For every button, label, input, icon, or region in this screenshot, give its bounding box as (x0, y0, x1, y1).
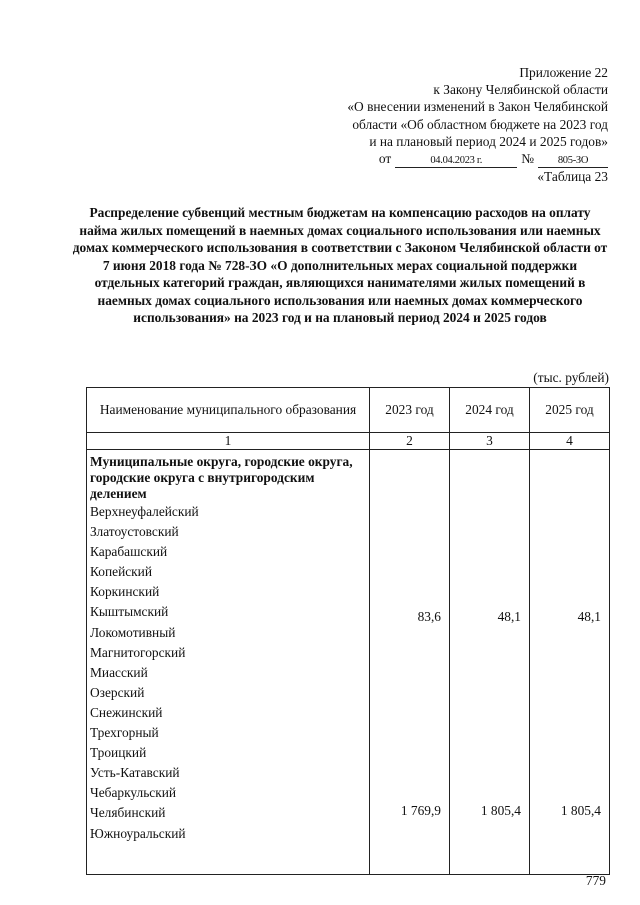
list-item: Озерский (90, 684, 145, 700)
appendix-line: к Закону Челябинской области (433, 82, 608, 98)
list-item: Миасский (90, 664, 148, 680)
header-2024: 2024 год (450, 388, 530, 433)
value-kyshtym-2024: 48,1 (497, 609, 521, 624)
value-chelyabinsk-2024: 1 805,4 (480, 803, 521, 818)
appendix-line: «О внесении изменений в Закон Челябинской (347, 99, 608, 115)
list-item: Златоустовский (90, 524, 179, 540)
subvention-table (86, 387, 610, 875)
table-body-row (87, 450, 610, 875)
law-number: 805-ЗО (538, 155, 608, 168)
municipality-list-cell (87, 450, 370, 875)
table-reference: «Таблица 23 (537, 169, 608, 185)
value-kyshtym-2025: 48,1 (577, 609, 601, 624)
value-kyshtym-2023: 83,6 (417, 609, 441, 624)
col-number: 3 (450, 433, 530, 450)
values-2023-cell (370, 450, 450, 875)
appendix-line: Приложение 22 (519, 65, 608, 80)
group-title: Муниципальные округа, городские округа, городские округа с внутригородским делением (90, 454, 353, 501)
header-2023: 2023 год (370, 388, 450, 433)
header-municipality: Наименование муниципального образования (87, 388, 370, 433)
list-item: Кыштымский (90, 604, 169, 620)
list-item: Троицкий (90, 745, 147, 761)
col-number: 1 (87, 433, 370, 450)
list-item: Усть-Катавский (90, 765, 180, 781)
values-2025-cell (530, 450, 610, 875)
column-number-row (87, 433, 610, 450)
list-item: Карабашский (90, 544, 168, 560)
col-number: 4 (530, 433, 610, 450)
appendix-header (278, 64, 608, 185)
law-date-number-line (278, 150, 608, 168)
list-item: Южноуральский (90, 825, 186, 841)
law-date: 04.04.2023 г. (395, 155, 517, 168)
list-item: Верхнеуфалейский (90, 504, 199, 519)
values-2024-cell (450, 450, 530, 875)
list-item: Копейский (90, 564, 153, 580)
appendix-line: области «Об областном бюджете на 2023 год (352, 116, 608, 132)
ot-label: от (378, 151, 392, 167)
list-item: Локомотивный (90, 624, 176, 640)
list-item: Трехгорный (90, 725, 159, 741)
list-item: Коркинский (90, 584, 160, 600)
number-label: № (521, 151, 534, 167)
units-label: (тыс. рублей) (533, 370, 609, 385)
list-item: Челябинский (90, 805, 166, 821)
header-2025: 2025 год (530, 388, 610, 433)
header-row (87, 388, 610, 433)
page-number: 779 (585, 873, 606, 888)
list-item: Снежинский (90, 704, 163, 720)
value-chelyabinsk-2023: 1 769,9 (400, 803, 441, 818)
appendix-line: и на плановый период 2024 и 2025 годов» (369, 133, 608, 149)
col-number: 2 (370, 433, 450, 450)
list-item: Магнитогорский (90, 644, 186, 660)
value-chelyabinsk-2025: 1 805,4 (560, 803, 601, 818)
document-title: Распределение субвенций местным бюджетам на компенсацию расходов на оплату найма жилых помещений в наемных домах социального использования или наемных домах коммерческого использования в соответствии с Законом Челябинской области от 7 июня 2018 года № 728-ЗО «О дополнительных мерах социальной поддержки отдельных категорий граждан, являющихся нанимателями жилых помещений в наемных домах социального использования или наемных домах коммерческого использования» на 2023 год и на плановый период 2024 и 2025 годов (72, 205, 608, 325)
list-item: Чебаркульский (90, 785, 177, 801)
